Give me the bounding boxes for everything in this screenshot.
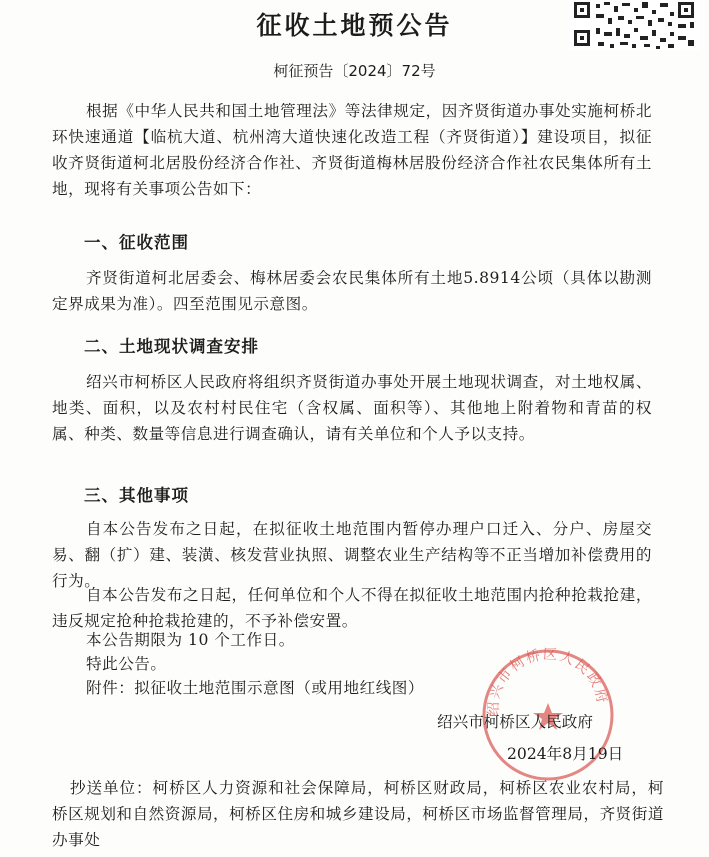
document-number: 柯征预告〔2024〕72号 xyxy=(273,62,436,80)
cc-units: 抄送单位：柯桥区人力资源和社会保障局，柯桥区财政局，柯桥区农业农村局，柯桥区规划和自然资源局，柯桥区住房和城乡建设局，柯桥区市场监督管理局，齐贤街道办事处 xyxy=(52,779,664,849)
other-paragraph-1: 自本公告发布之日起，在拟征收土地范围内暂停办理户口迁入、分户、房屋交易、翻（扩）建、装潢、核发营业执照、调整农业生产结构等不正当增加补偿费用的行为。 xyxy=(52,520,652,590)
seal-text: 绍兴市柯桥区人民政府 xyxy=(485,646,611,716)
section-heading-other: 三、其他事项 xyxy=(84,486,189,505)
attachment-line: 附件：拟征收土地范围示意图（或用地红线图） xyxy=(86,679,424,697)
section-body-scope: 齐贤街道柯北居委会、梅林居委会农民集体所有土地5.8914公顷（具体以勘测定界成果为准）。四至范围见示意图。 xyxy=(52,269,652,313)
section-heading-survey: 二、土地现状调查安排 xyxy=(84,337,259,356)
section-heading-scope: 一、征收范围 xyxy=(84,233,189,252)
page-title: 征收土地预公告 xyxy=(256,11,453,40)
other-paragraph-2: 自本公告发布之日起，任何单位和个人不得在拟征收土地范围内抢种抢栽抢建，违反规定抢种抢栽抢建的，不予补偿安置。 xyxy=(52,586,652,630)
notice-period: 本公告期限为 10 个工作日。 xyxy=(86,631,295,649)
issue-date: 2024年8月19日 xyxy=(507,745,624,763)
closing-line: 特此公告。 xyxy=(86,655,167,673)
intro-paragraph: 根据《中华人民共和国土地管理法》等法律规定，因齐贤街道办事处实施柯桥北环快速通道【临杭大道、杭州湾大道快速化改造工程（齐贤街道）】建设项目，拟征收齐贤街道柯北居股份经济合作社、齐贤街道梅林居股份经济合作社农民集体所有土地，现将有关事项公告如下： xyxy=(52,102,652,198)
section-body-survey: 绍兴市柯桥区人民政府将组织齐贤街道办事处开展土地现状调查，对土地权属、地类、面积，以及农村村民住宅（含权属、面积等）、其他地上附着物和青苗的权属、种类、数量等信息进行调查确认，请有关单位和个人予以支持。 xyxy=(52,373,652,443)
issuer-name: 绍兴市柯桥区人民政府 xyxy=(437,713,593,731)
